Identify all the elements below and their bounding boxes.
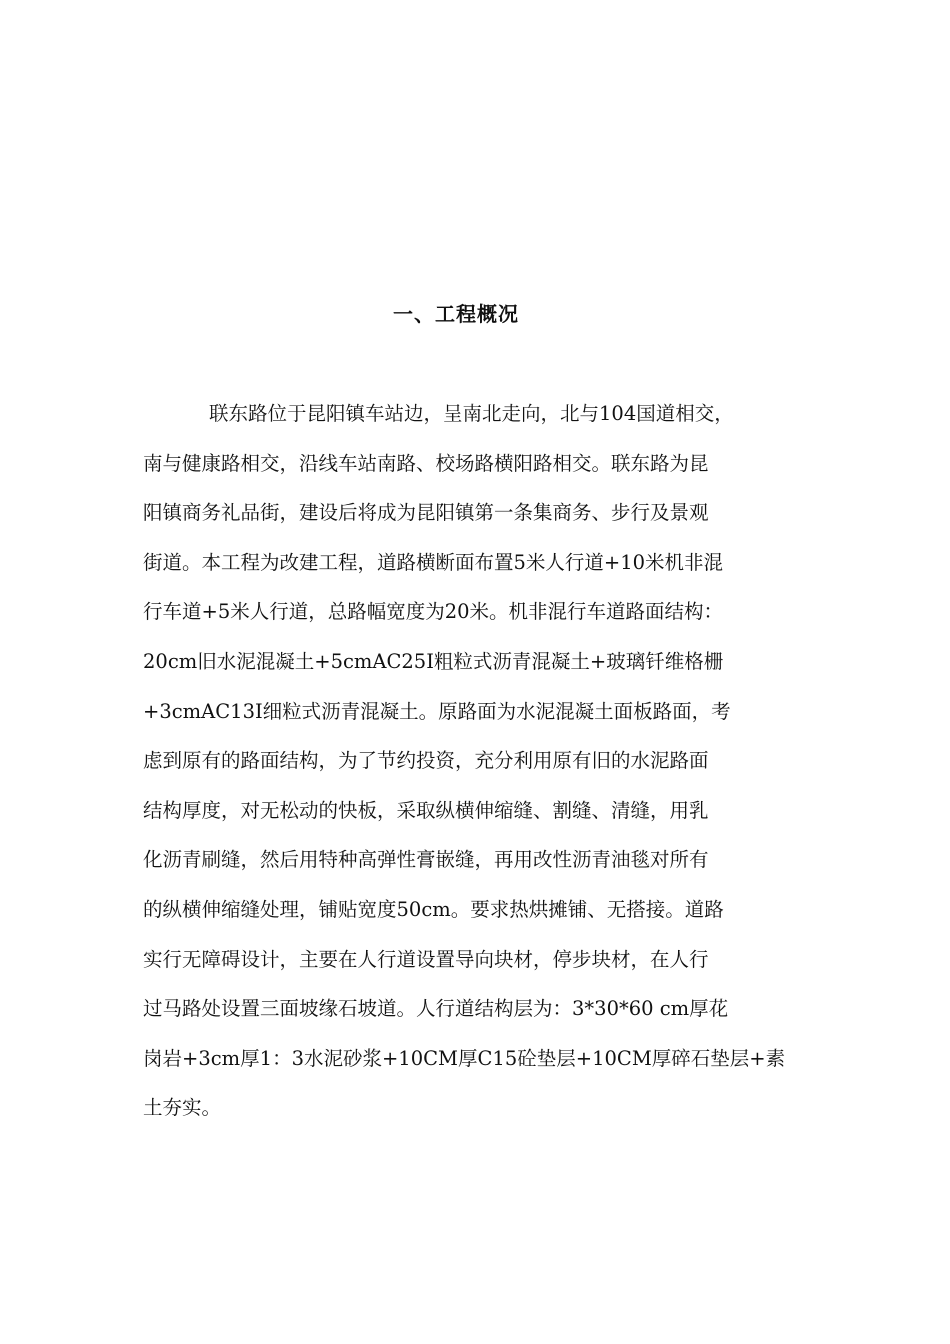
paragraph-line: 过马路处设置三面坡缘石坡道。人行道结构层为：3*30*60 cm厚花 xyxy=(143,997,729,1021)
paragraph-line: 虑到原有的路面结构，为了节约投资，充分利用原有旧的水泥路面 xyxy=(143,749,709,773)
paragraph-line: 化沥青刷缝，然后用特种高弹性膏嵌缝，再用改性沥青油毯对所有 xyxy=(143,848,709,872)
paragraph-line: 街道。本工程为改建工程，道路横断面布置5米人行道+10米机非混 xyxy=(143,550,724,574)
paragraph-line: 结构厚度，对无松动的快板，采取纵横伸缩缝、割缝、清缝，用乳 xyxy=(143,798,709,822)
paragraph-line: 岗岩+3cm厚1：3水泥砂浆+10CM厚C15砼垫层+10CM厚碎石垫层+素 xyxy=(143,1046,786,1070)
paragraph-line: 20cm旧水泥混凝土+5cmAC25I粗粒式沥青混凝土+玻璃钎维格栅 xyxy=(143,649,724,673)
paragraph-line: 实行无障碍设计，主要在人行道设置导向块材，停步块材，在人行 xyxy=(143,947,709,971)
paragraph-line: 南与健康路相交，沿线车站南路、校场路横阳路相交。联东路为昆 xyxy=(143,451,709,475)
paragraph-line: 阳镇商务礼品街，建设后将成为昆阳镇第一条集商务、步行及景观 xyxy=(143,501,709,525)
section-heading: 一、工程概况 xyxy=(393,302,519,326)
paragraph-line: 联东路位于昆阳镇车站边，呈南北走向，北与104国道相交， xyxy=(209,402,734,425)
section-body xyxy=(143,398,807,1142)
paragraph-line: 土夯实。 xyxy=(143,1096,222,1120)
paragraph-line: 的纵横伸缩缝处理，铺贴宽度50cm。要求热烘摊铺、无搭接。道路 xyxy=(143,897,724,921)
paragraph-line: +3cmAC13I细粒式沥青混凝土。原路面为水泥混凝土面板路面，考 xyxy=(143,699,731,723)
paragraph-line: 行车道+5米人行道，总路幅宽度为20米。机非混行车道路面结构： xyxy=(143,600,724,624)
